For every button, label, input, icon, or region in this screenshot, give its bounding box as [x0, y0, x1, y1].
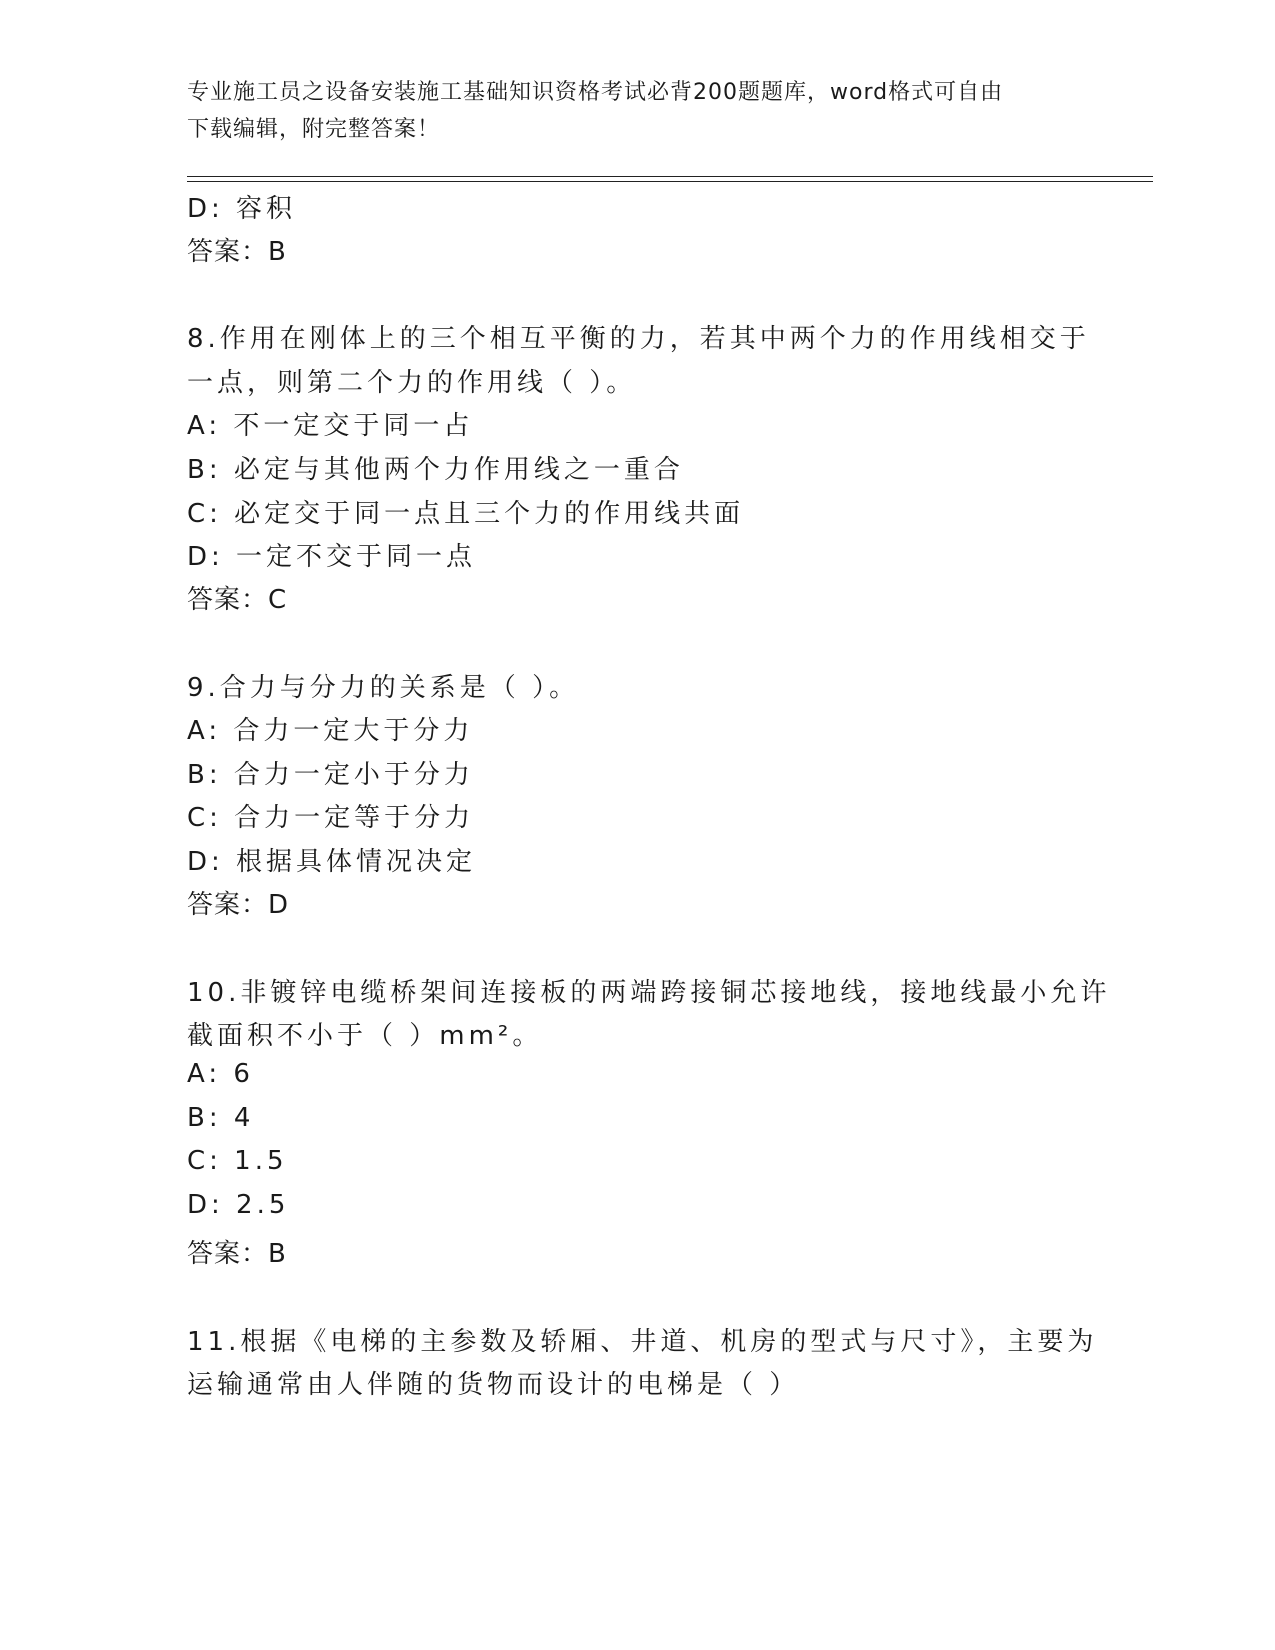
- answer: 答案：C: [187, 585, 288, 615]
- question-stem-line: 运输通常由人伴随的货物而设计的电梯是（ ）: [187, 1370, 800, 1400]
- question-stem-line: 截面积不小于（ ）mm²。: [187, 1021, 543, 1051]
- prev-question-answer: 答案：B: [187, 237, 287, 267]
- question-stem-line: 9.合力与分力的关系是（ ）。: [187, 673, 580, 703]
- option-b: B: 必定与其他两个力作用线之一重合: [187, 455, 684, 485]
- answer: 答案：B: [187, 1239, 287, 1269]
- header-rule-bottom: [187, 181, 1153, 182]
- header-line-2: 下载编辑，附完整答案！: [187, 117, 441, 142]
- option-c: C: 必定交于同一点且三个力的作用线共面: [187, 499, 745, 529]
- option-a: A: 6: [187, 1059, 254, 1089]
- prev-question-option-d: D: 容积: [187, 194, 297, 224]
- option-d: D: 一定不交于同一点: [187, 542, 477, 572]
- header-line-1: 专业施工员之设备安装施工基础知识资格考试必背200题题库，word格式可自由: [187, 80, 1004, 105]
- option-a: A: 不一定交于同一占: [187, 411, 474, 441]
- option-d: D: 根据具体情况决定: [187, 847, 477, 877]
- option-c: C: 合力一定等于分力: [187, 803, 475, 833]
- question-stem-line: 11.根据《电梯的主参数及轿厢、井道、机房的型式与尺寸》，主要为: [187, 1327, 1098, 1357]
- document-header: [187, 74, 1087, 148]
- question-stem-line: 一点，则第二个力的作用线（ ）。: [187, 368, 637, 398]
- option-c: C: 1.5: [187, 1146, 288, 1176]
- answer: 答案：D: [187, 890, 290, 920]
- question-stem-line: 10.非镀锌电缆桥架间连接板的两端跨接铜芯接地线，接地线最小允许: [187, 978, 1111, 1008]
- question-stem-line: 8.作用在刚体上的三个相互平衡的力，若其中两个力的作用线相交于: [187, 324, 1090, 354]
- option-b: B: 合力一定小于分力: [187, 760, 474, 790]
- option-b: B: 4: [187, 1103, 255, 1133]
- header-rule-top: [187, 176, 1153, 177]
- option-a: A: 合力一定大于分力: [187, 716, 474, 746]
- option-d: D: 2.5: [187, 1190, 290, 1220]
